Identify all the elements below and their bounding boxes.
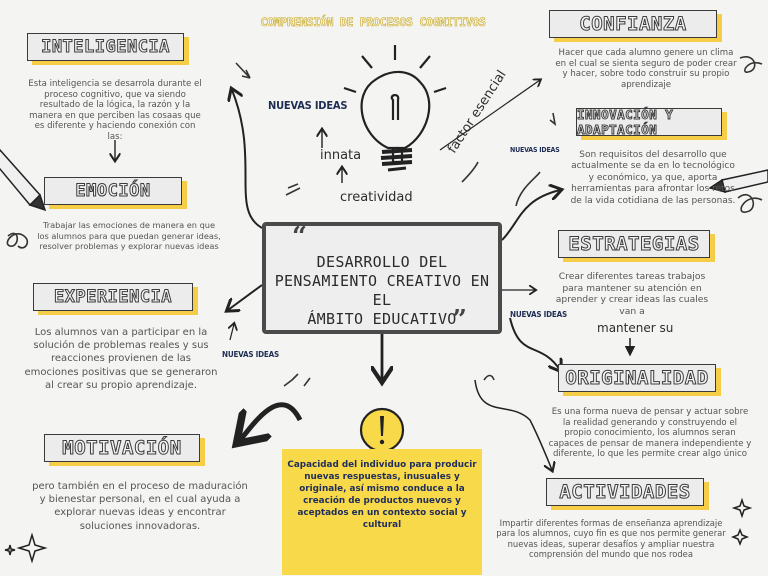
page-title: COMPRENSIÓN DE PROCESOS COGNITIVOS [260,15,486,29]
node-experiencia-title: EXPERIENCIA [33,283,193,311]
node-actividades-title: ACTIVIDADES [546,478,704,506]
definition-text: Capacidad del individuo para producir nuevas respuestas, inusuales y originale, así mismo conduce a la creación de productos nuevos y aceptados en un contexto social y cultural [287,460,477,530]
node-confianza-text: Hacer que cada alumno genere un clima en el cual se sienta seguro de poder crear y hacer, sobre todo construir su propio aprendizaje [555,48,737,90]
node-actividades-text: Impartir diferentes formas de enseñanza aprendizaje para los alumnos, cuyo fin es que nos permite generar nuevas ideas, superar desafíos y ampliar nuestra comprensión del mundo que nos rodea [496,518,726,560]
factor-esencial-label: factor esencial [445,67,510,157]
central-line-3: ÁMBITO EDUCATIVO [307,310,457,328]
node-emocion-text: Trabajar las emociones de manera en que los alumnos para que puedan generar ideas, resolver problemas y explorar nuevas ideas [37,220,221,252]
node-motivacion-title: MOTIVACIÓN [44,434,200,462]
node-innovacion-title: INNOVACIÓN Y ADAPTACIÓN [576,108,722,136]
node-estrategias-text: Crear diferentes tareas trabajos para mantener su atención en aprender y crear ideas las cuales van a [555,271,709,317]
exclamation-icon [361,409,403,451]
nuevas-ideas-left: NUEVAS IDEAS [222,350,279,359]
nuevas-ideas-right-mid: NUEVAS IDEAS [510,310,567,319]
creatividad-label: creatividad [340,190,413,205]
quote-close-icon: ” [452,305,467,335]
node-emocion-title: EMOCIÓN [44,177,182,205]
node-innovacion-text: Son requisitos del desarrollo que actualmente se da en lo tecnológico y económico, ya que, aporta herramientas para afrontar los retos de la vida cotidiana de las personas. [570,150,736,206]
central-line-1: DESARROLLO DEL [316,253,448,271]
nuevas-ideas-right-top: NUEVAS IDEAS [510,146,560,154]
nuevas-ideas-top: NUEVAS IDEAS [268,99,348,112]
quote-open-icon: “ [292,222,307,252]
node-inteligencia-title: INTELIGENCIA [27,33,184,61]
node-confianza-title: CONFIANZA [549,10,717,38]
node-originalidad-title: ORIGINALIDAD [558,364,716,392]
mantener-su-label: mantener su [597,321,674,335]
node-originalidad-text: Es una forma nueva de pensar y actuar sobre la realidad generando y construyendo el propio conocimiento, los alumnos seran capaces de pensar de manera independiente y diferente, lo que les permite crear algo único [548,407,752,460]
innata-label: innata [320,148,362,163]
node-motivacion-text: pero también en el proceso de maduración y bienestar personal, en el cual ayuda a explorar nuevas ideas y encontrar soluciones innovadoras. [32,481,248,532]
node-estrategias-title: ESTRATEGIAS [558,230,710,258]
node-inteligencia-text: Esta inteligencia se desarrola durante el proceso cognitivo, que va siendo resultado de la lógica, la razón y la manera en que perciben las cosaas que es diferente y haciendo conexión con las: [28,79,202,142]
node-experiencia-text: Los alumnos van a participar en la solución de problemas reales y sus reacciones provienen de las emociones positivas que se generaron al crear su propio aprendizaje. [24,327,218,391]
central-line-2: PENSAMIENTO CREATIVO EN EL [274,272,490,309]
